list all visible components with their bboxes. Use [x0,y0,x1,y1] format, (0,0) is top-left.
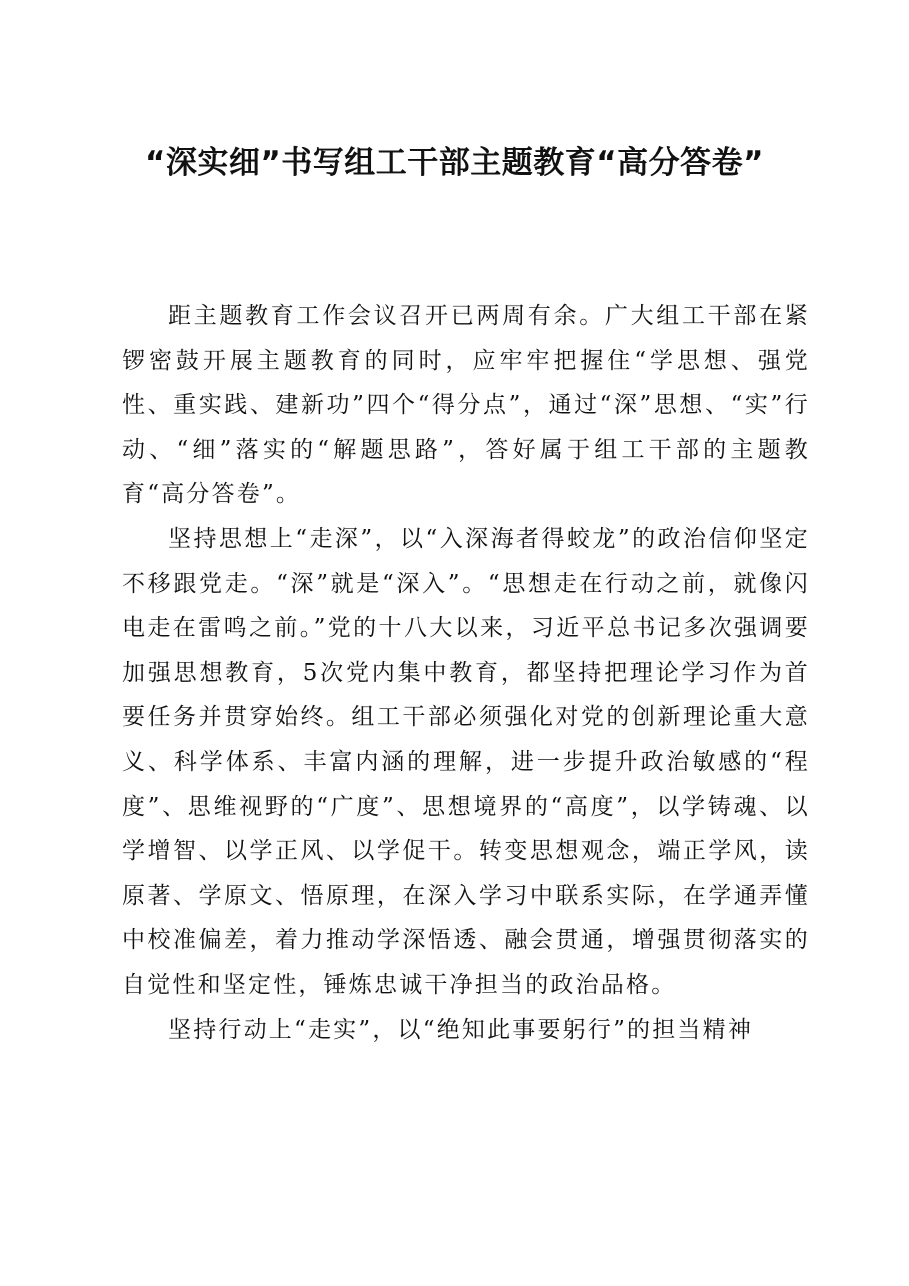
paragraph-action-solid: 坚持行动上“走实”，以“绝知此事要躬行”的担当精神 [168,1016,754,1043]
paragraph-thought-deep: 坚持思想上“走深”，以“入深海者得蛟龙”的政治信仰坚定不移跟党走。“深”就是“深入”。“思想走在行动之前，就像闪电走在雷鸣之前。”党的十八大以来，习近平总书记多次强调要加强思想教育，5次党内集中教育，都坚持把理论学习作为首要任务并贯穿始终。组工干部必须强化对党的创新理论重大意义、科学体系、丰富内涵的理解，进一步提升政治敏感的“程度”、思维视野的“广度”、思想境界的“高度”，以学铸魂、以学增智、以学正风、以学促干。转变思想观念，端正学风，读原著、学原文、悟原理，在深入学习中联系实际，在学通弄懂中校准偏差，着力推动学深悟透、融会贯通，增强贯彻落实的自觉性和坚定性，锤炼忠诚干净担当的政治品格。 [122,525,810,998]
document-body [122,294,810,1052]
document-title: “深实细”书写组工干部主题教育“高分答卷” [145,145,764,181]
paragraph-intro: 距主题教育工作会议召开已两周有余。广大组工干部在紧锣密鼓开展主题教育的同时，应牢牢把握住“学思想、强党性、重实践、建新功”四个“得分点”，通过“深”思想、“实”行动、“细”落实的“解题思路”，答好属于组工干部的主题教育“高分答卷”。 [122,303,810,508]
